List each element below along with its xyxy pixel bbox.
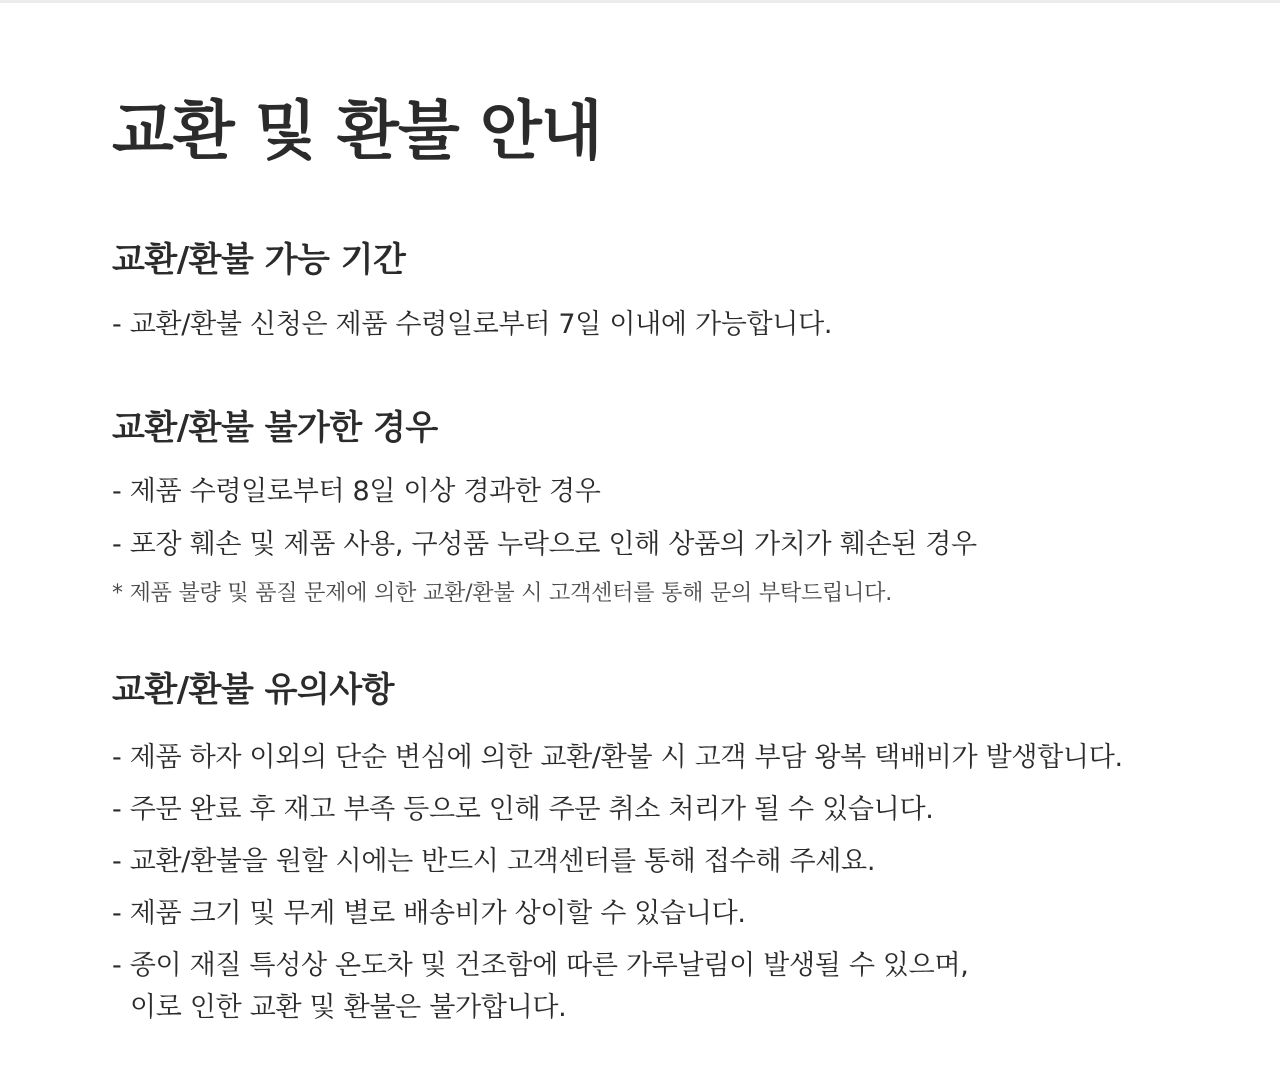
page-title: 교환 및 환불 안내 [112,95,602,169]
precaution-line: - 제품 하자 이외의 단순 변심에 의한 교환/환불 시 고객 부담 왕복 택배비가 발생합니다. [112,742,1123,773]
section-heading-not-allowed: 교환/환불 불가한 경우 [112,408,438,448]
precaution-line: - 주문 완료 후 재고 부족 등으로 인해 주문 취소 처리가 될 수 있습니다. [112,794,934,825]
not-allowed-line: - 제품 수령일로부터 8일 이상 경과한 경우 [112,476,601,507]
period-line: - 교환/환불 신청은 제품 수령일로부터 7일 이내에 가능합니다. [112,309,833,340]
section-heading-period: 교환/환불 가능 기간 [112,240,406,280]
precaution-line: - 교환/환불을 원할 시에는 반드시 고객센터를 통해 접수해 주세요. [112,846,876,877]
not-allowed-line: - 포장 훼손 및 제품 사용, 구성품 누락으로 인해 상품의 가치가 훼손된 경우 [112,529,977,560]
precaution-line: - 종이 재질 특성상 온도차 및 건조함에 따른 가루날림이 발생될 수 있으며, [112,950,969,981]
top-divider [0,0,1280,3]
defect-note: * 제품 불량 및 품질 문제에 의한 교환/환불 시 고객센터를 통해 문의 부탁드립니다. [112,581,892,606]
precaution-line: - 제품 크기 및 무게 별로 배송비가 상이할 수 있습니다. [112,898,746,929]
section-heading-precautions: 교환/환불 유의사항 [112,670,395,710]
precaution-line-continued: 이로 인한 교환 및 환불은 불가합니다. [130,992,567,1023]
